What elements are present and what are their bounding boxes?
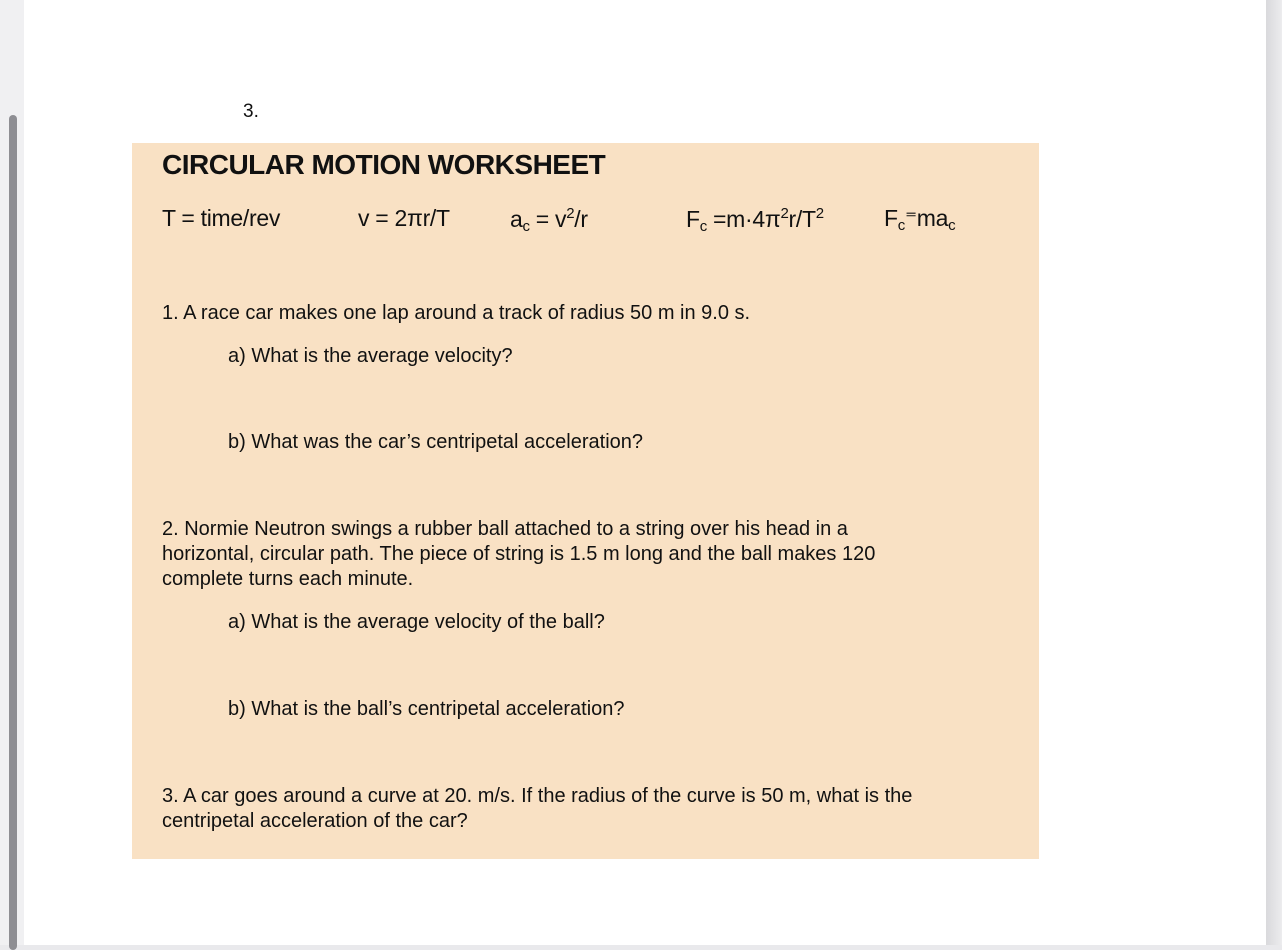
question-1-stem: 1. A race car makes one lap around a track of radius 50 m in 9.0 s. [162, 302, 751, 324]
formula-centripetal-accel: $a_c = v^2/r$ [510, 205, 588, 235]
formula-period: T = time/rev [162, 205, 281, 231]
question-number: 3. [243, 101, 259, 122]
question-2b: b) What is the ball’s centripetal acceleration? [228, 698, 625, 720]
formula-velocity: v = 2πr/T [358, 205, 450, 231]
page-edge-shadow [1266, 0, 1282, 945]
question-2-stem-line-3: complete turns each minute. [162, 568, 414, 590]
question-1b: b) What was the car’s centripetal acceleration? [228, 431, 644, 453]
formula-centripetal-force-period: $F_c =m\cdot 4\pi^2r/T^2$ [686, 205, 824, 235]
worksheet-image [132, 143, 1039, 859]
formula-centripetal-force: $F_c^=ma_c$ [884, 205, 956, 234]
question-2a: a) What is the average velocity of the ball? [228, 611, 605, 633]
scrollbar-thumb[interactable] [9, 115, 17, 950]
question-2-stem-line-1: 2. Normie Neutron swings a rubber ball attached to a string over his head in a [162, 518, 848, 540]
question-1a: a) What is the average velocity? [228, 345, 513, 367]
question-3-stem-line-2: centripetal acceleration of the car? [162, 810, 468, 832]
worksheet-title: CIRCULAR MOTION WORKSHEET [162, 149, 606, 180]
question-3-stem-line-1: 3. A car goes around a curve at 20. m/s. If the radius of the curve is 50 m, what is the [162, 785, 913, 807]
question-2-stem-line-2: horizontal, circular path. The piece of string is 1.5 m long and the ball makes 120 [162, 543, 876, 565]
scrollbar-track[interactable] [0, 0, 24, 945]
